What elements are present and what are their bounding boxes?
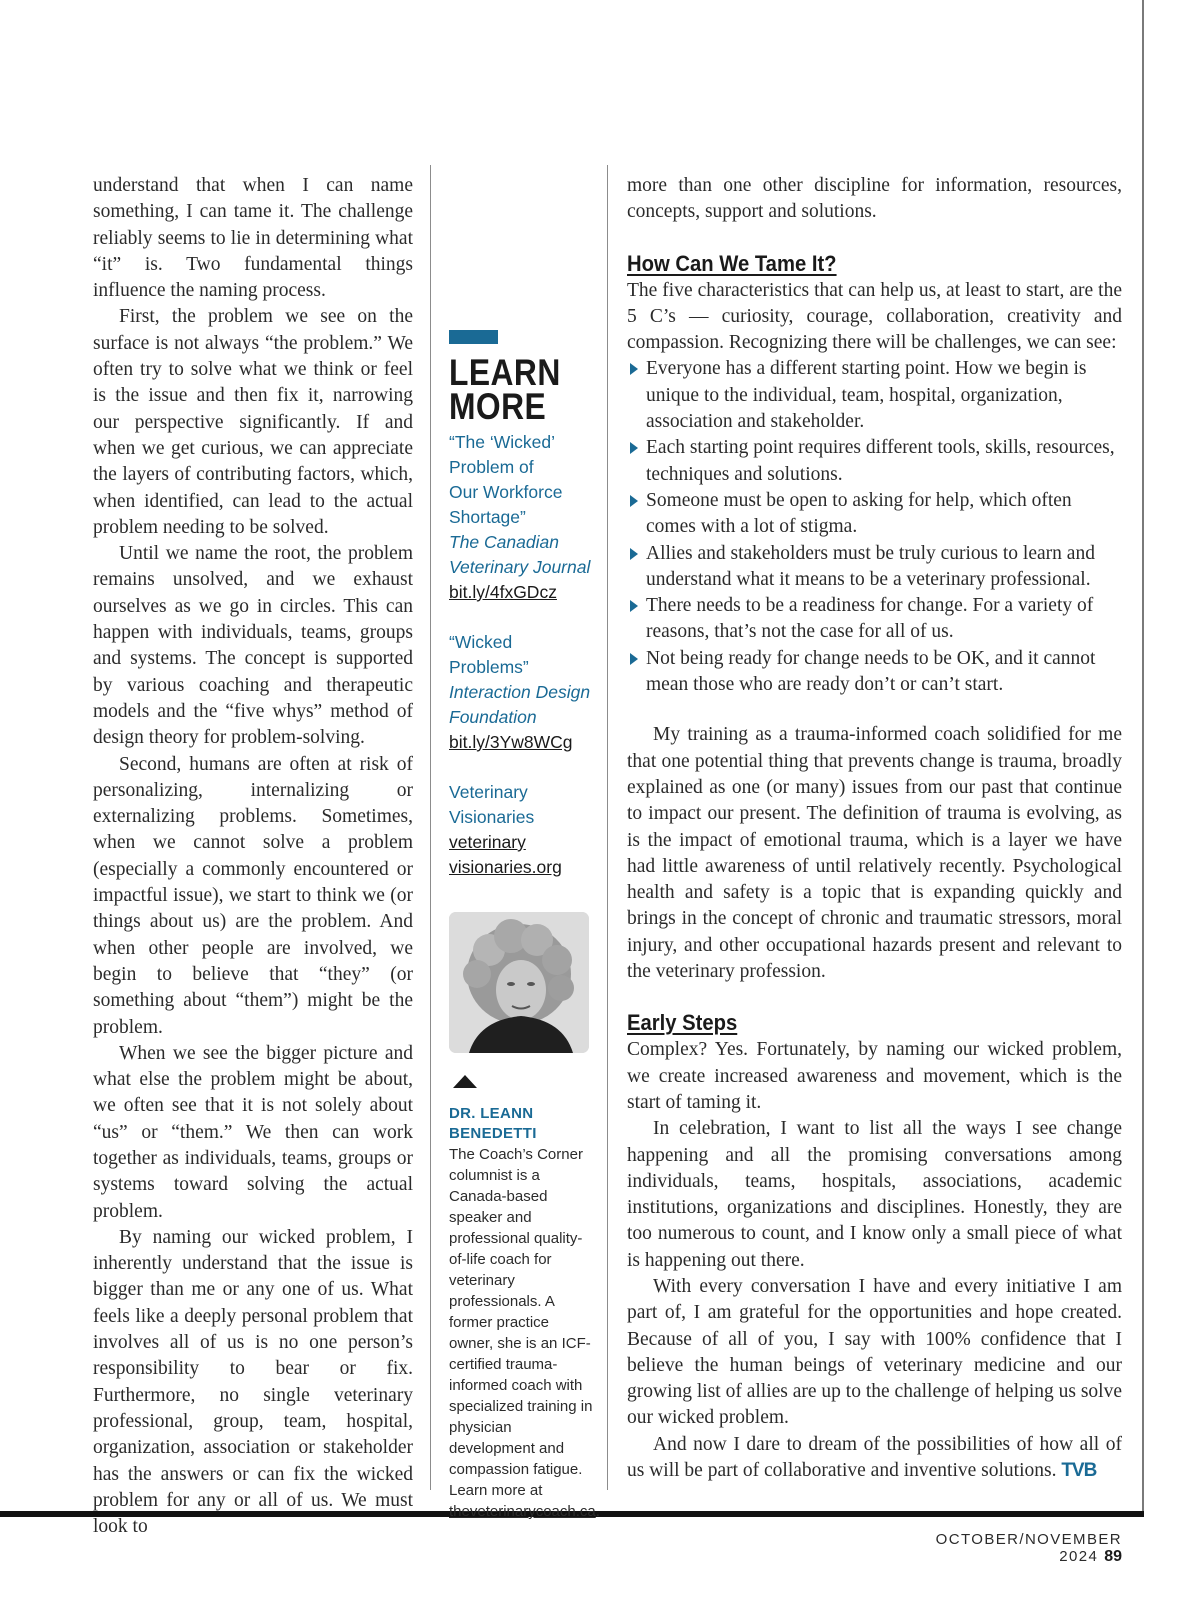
column-divider — [607, 165, 608, 1490]
resource-source: Foundation — [449, 707, 537, 727]
resource-title: Problem of — [449, 457, 534, 477]
bullet-triangle-icon — [630, 600, 638, 612]
section-heading: Early Steps — [627, 1010, 738, 1036]
bullet-triangle-icon — [630, 495, 638, 507]
resource-link[interactable]: visionaries.org — [449, 857, 562, 877]
resource-title: Visionaries — [449, 807, 535, 827]
bullet-triangle-icon — [630, 548, 638, 560]
resource-title: Shortage” — [449, 507, 526, 527]
triangle-marker-icon — [453, 1075, 477, 1088]
bullet-triangle-icon — [630, 653, 638, 665]
paragraph: With every conversation I have and every initiative I am part of, I am grateful for the opportunities and hope created. Because of all of you, I say with 100% confidence that I believe the human beings of veterinary medicine and our growing list of allies are up to the challenge of helping us solve our wicked problem. — [627, 1275, 1122, 1429]
resource-source: Veterinary Journal — [449, 557, 591, 577]
issue-date: OCTOBER/NOVEMBER 2024 — [935, 1531, 1122, 1565]
resource-title: Our Workforce — [449, 482, 563, 502]
paragraph: When we see the bigger picture and what else the problem might be about, we often see that it is not solely about “us” or “them.” We then can work together as individuals, teams, groups or systems toward solving the actual problem. — [93, 1042, 413, 1222]
resource-source: Interaction Design — [449, 682, 591, 702]
author-bio: The Coach’s Corner columnist is a Canada-based speaker and professional quality-of-life coach for veterinary professionals. A former practice owner, she is an ICF-certified trauma-informed coach with specialized training in physician development and compassion fatigue. Learn more at theveterinarycoach.ca. — [449, 1146, 600, 1520]
resource-title: Veterinary — [449, 782, 528, 802]
resource-source: The Canadian — [449, 532, 559, 552]
page-footer — [896, 1531, 1122, 1566]
sidebar-heading: LEARN MORE — [449, 352, 561, 427]
article-column-left — [93, 173, 413, 1540]
resource-item — [449, 780, 597, 880]
resource-item — [449, 430, 597, 605]
learn-more-sidebar — [449, 330, 600, 1522]
list-item: Not being ready for change needs to be OK, and it cannot mean those who are ready don’t or can’t start. — [627, 646, 1122, 699]
paragraph: In celebration, I want to list all the ways I see change happening and all the promising conversations among individuals, teams, hospitals, associations, academic institutions, organizations and disciplines. Honestly, they are too numerous to count, and I know only a small piece of what is happening out there. — [627, 1118, 1122, 1271]
resource-link[interactable]: veterinary — [449, 832, 526, 852]
paragraph: understand that when I can name something, I can tame it. The challenge reliably seems to lie in determining what “it” is. Two fundamental things influence the naming process. — [93, 175, 413, 302]
page-edge-rule — [1142, 0, 1144, 1514]
bullet-triangle-icon — [630, 363, 638, 375]
resource-title: Problems” — [449, 657, 529, 677]
accent-block — [449, 330, 498, 344]
paragraph: Complex? Yes. Fortunately, by naming our wicked problem, we create increased awareness and movement, which is the start of taming it. — [627, 1039, 1122, 1113]
resource-link[interactable]: bit.ly/4fxGDcz — [449, 582, 557, 602]
section-heading: How Can We Tame It? — [627, 250, 837, 276]
paragraph: Second, humans are often at risk of personalizing, internalizing or externalizing problems. Sometimes, when we cannot solve a problem (especially a commonly encountered or impactful issue), we start to think we (or things about us) are the problem. And when other people are involved, we begin to believe that “they” (or something about “them”) might be the problem. — [93, 753, 413, 1038]
bullet-triangle-icon — [630, 442, 638, 454]
bullet-list — [627, 356, 1122, 698]
paragraph: First, the problem we see on the surface is not always “the problem.” We often try to solve what we think or feel is the issue and then fix it, narrowing our perspective significantly. If and when we get curious, we can appreciate the layers of contributing factors, which, when identified, can lead to the actual problem needing to be solved. — [93, 306, 413, 538]
author-name: DR. LEANN BENEDETTI — [449, 1105, 537, 1142]
paragraph: My training as a trauma-informed coach solidified for me that one potential thing that prevents change is trauma, broadly explained as one (or many) issues from our past that continue to impact our present. The definition of trauma is evolving, as is the impact of emotional trauma, which is a layer we have had little awareness of until relatively recently. Psychological health and safety is a topic that is expanding quickly and brings in the concept of chronic and traumatic stressors, moral injury, and other occupational hazards present and relevant to the veterinary profession. — [627, 724, 1122, 983]
list-item: Someone must be open to asking for help, which often comes with a lot of stigma. — [627, 488, 1122, 541]
author-photo — [449, 912, 589, 1053]
author-portrait-illustration — [449, 912, 589, 1053]
tvb-end-logo: TVB — [1061, 1460, 1097, 1482]
list-item: Everyone has a different starting point. How we begin is unique to the individual, team, hospital, organization, association and stakeholder. — [627, 356, 1122, 435]
article-column-right — [627, 173, 1122, 1484]
resource-link[interactable]: bit.ly/3Yw8WCg — [449, 732, 573, 752]
paragraph: The five characteristics that can help us, at least to start, are the 5 C’s — curiosity, courage, collaboration, creativity and compassion. Recognizing there will be challenges, we can see: — [627, 279, 1122, 354]
paragraph: And now I dare to dream of the possibilities of how all of us will be part of collaborative and inventive solutions. TVB — [627, 1433, 1122, 1482]
resource-item — [449, 630, 597, 755]
paragraph: By naming our wicked problem, I inherently understand that the issue is bigger than me or any one of us. What feels like a deeply personal problem that involves all of us is no one person’s responsibility to bear or fix. Furthermore, no single veterinary professional, group, team, hospital, organization, association or stakeholder has the answers or can fix the wicked problem for any or all of us. We must look to — [93, 1226, 413, 1538]
paragraph: more than one other discipline for information, resources, concepts, support and solutions. — [627, 175, 1122, 223]
paragraph: Until we name the root, the problem remains unsolved, and we exhaust ourselves as we go in circles. This can happen with individuals, teams, groups and systems. The concept is supported by various coaching and therapeutic models and the “five whys” method of design theory for problem-solving. — [93, 543, 413, 749]
resource-title: “Wicked — [449, 632, 513, 652]
list-item: Allies and stakeholders must be truly curious to learn and understand what it means to be a veterinary professional. — [627, 541, 1122, 594]
list-item: Each starting point requires different tools, skills, resources, techniques and solutions. — [627, 435, 1122, 488]
list-item: There needs to be a readiness for change. For a variety of reasons, that’s not the case for all of us. — [627, 593, 1122, 646]
column-divider — [430, 165, 431, 1490]
page-number: 89 — [1104, 1548, 1122, 1565]
author-website-link[interactable]: theveterinarycoach.ca — [449, 1503, 596, 1520]
resource-title: “The ‘Wicked’ — [449, 432, 555, 452]
